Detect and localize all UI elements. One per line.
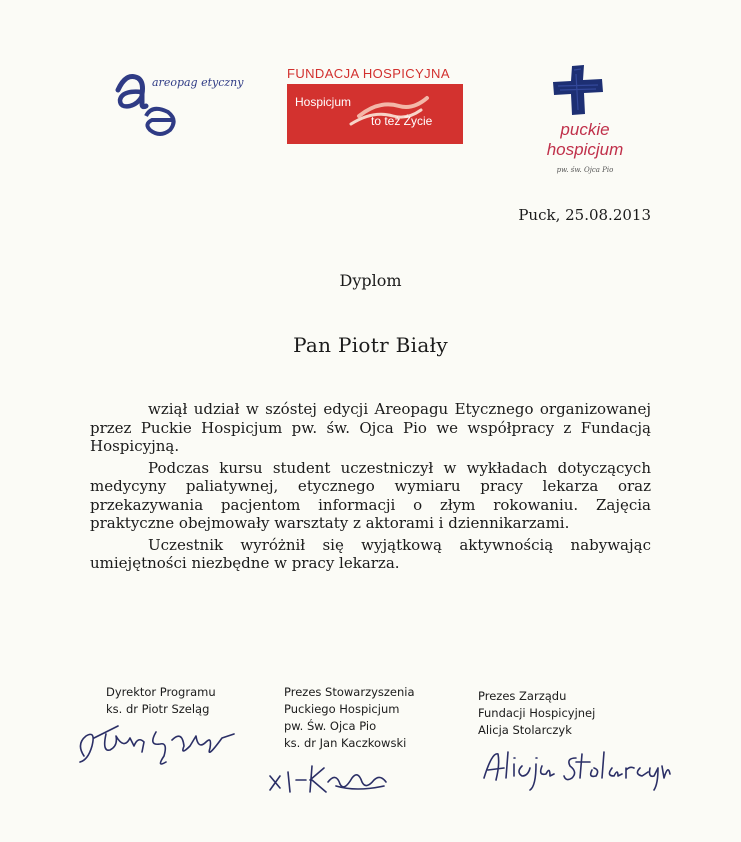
fundacja-logo-line1: Hospicjum	[295, 95, 352, 109]
paragraph-distinction: Uczestnik wyróżnił się wyjątkową aktywnością nabywając umiejętności niezbędne w pracy lekarza.	[90, 535, 651, 572]
signatory-role: Prezes Stowarzyszenia	[284, 685, 415, 699]
fundacja-logo-title: FUNDACJA HOSPICYJNA	[287, 66, 450, 81]
signatory-role: Prezes Zarządu	[478, 689, 567, 703]
signatory-foundation-president	[478, 688, 595, 739]
areopag-etyczny-logo	[112, 66, 252, 138]
paragraph-participation: wziął udział w szóstej edycji Areopagu Etycznego organizowanej przez Puckie Hospicjum pw. św. Ojca Pio we współpracy z Fundacją Hospicyjną.	[90, 400, 651, 455]
signatory-org: pw. Św. Ojca Pio	[284, 719, 377, 733]
fundacja-logo-box	[287, 84, 463, 144]
signatory-name: ks. dr Jan Kaczkowski	[284, 736, 407, 750]
signatory-program-director	[106, 684, 216, 718]
signatory-name: Alicja Stolarczyk	[478, 723, 572, 737]
fundacja-logo-line2: to też Życie	[371, 114, 433, 128]
signatory-association-president	[284, 684, 415, 752]
signatory-org: Fundacji Hospicyjnej	[478, 706, 596, 720]
signature-szelag-icon	[72, 716, 247, 772]
puckie-logo-line2: hospicjum	[546, 140, 624, 159]
signatory-org: Puckiego Hospicjum	[284, 702, 400, 716]
puckie-logo-line3: pw. św. Ojca Pio	[556, 166, 614, 174]
puckie-hospicjum-logo	[530, 62, 640, 182]
place-date: Puck, 25.08.2013	[518, 206, 651, 224]
diploma-body	[90, 400, 651, 576]
document-title: Dyplom	[339, 271, 402, 290]
signatory-name: ks. dr Piotr Szeląg	[106, 702, 210, 716]
areopag-logo-text: areopag etyczny	[152, 76, 244, 89]
signature-stolarczyk-icon	[478, 744, 683, 792]
recipient-name: Pan Piotr Biały	[293, 333, 448, 357]
puckie-logo-line1: puckie	[560, 120, 610, 139]
cross-icon	[550, 62, 610, 118]
signatory-role: Dyrektor Programu	[106, 685, 216, 699]
fundacja-hospicyjna-logo	[287, 66, 463, 146]
paragraph-course: Podczas kursu student uczestniczył w wykładach dotyczących medycyny paliatywnej, etycznego wymiaru pracy lekarza oraz przekazywania pacjentom informacji o złym rokowaniu. Zajęcia praktyczne obejmowały warsztaty z aktorami i dziennikarzami.	[90, 458, 651, 532]
signature-kaczkowski-icon	[266, 758, 396, 802]
